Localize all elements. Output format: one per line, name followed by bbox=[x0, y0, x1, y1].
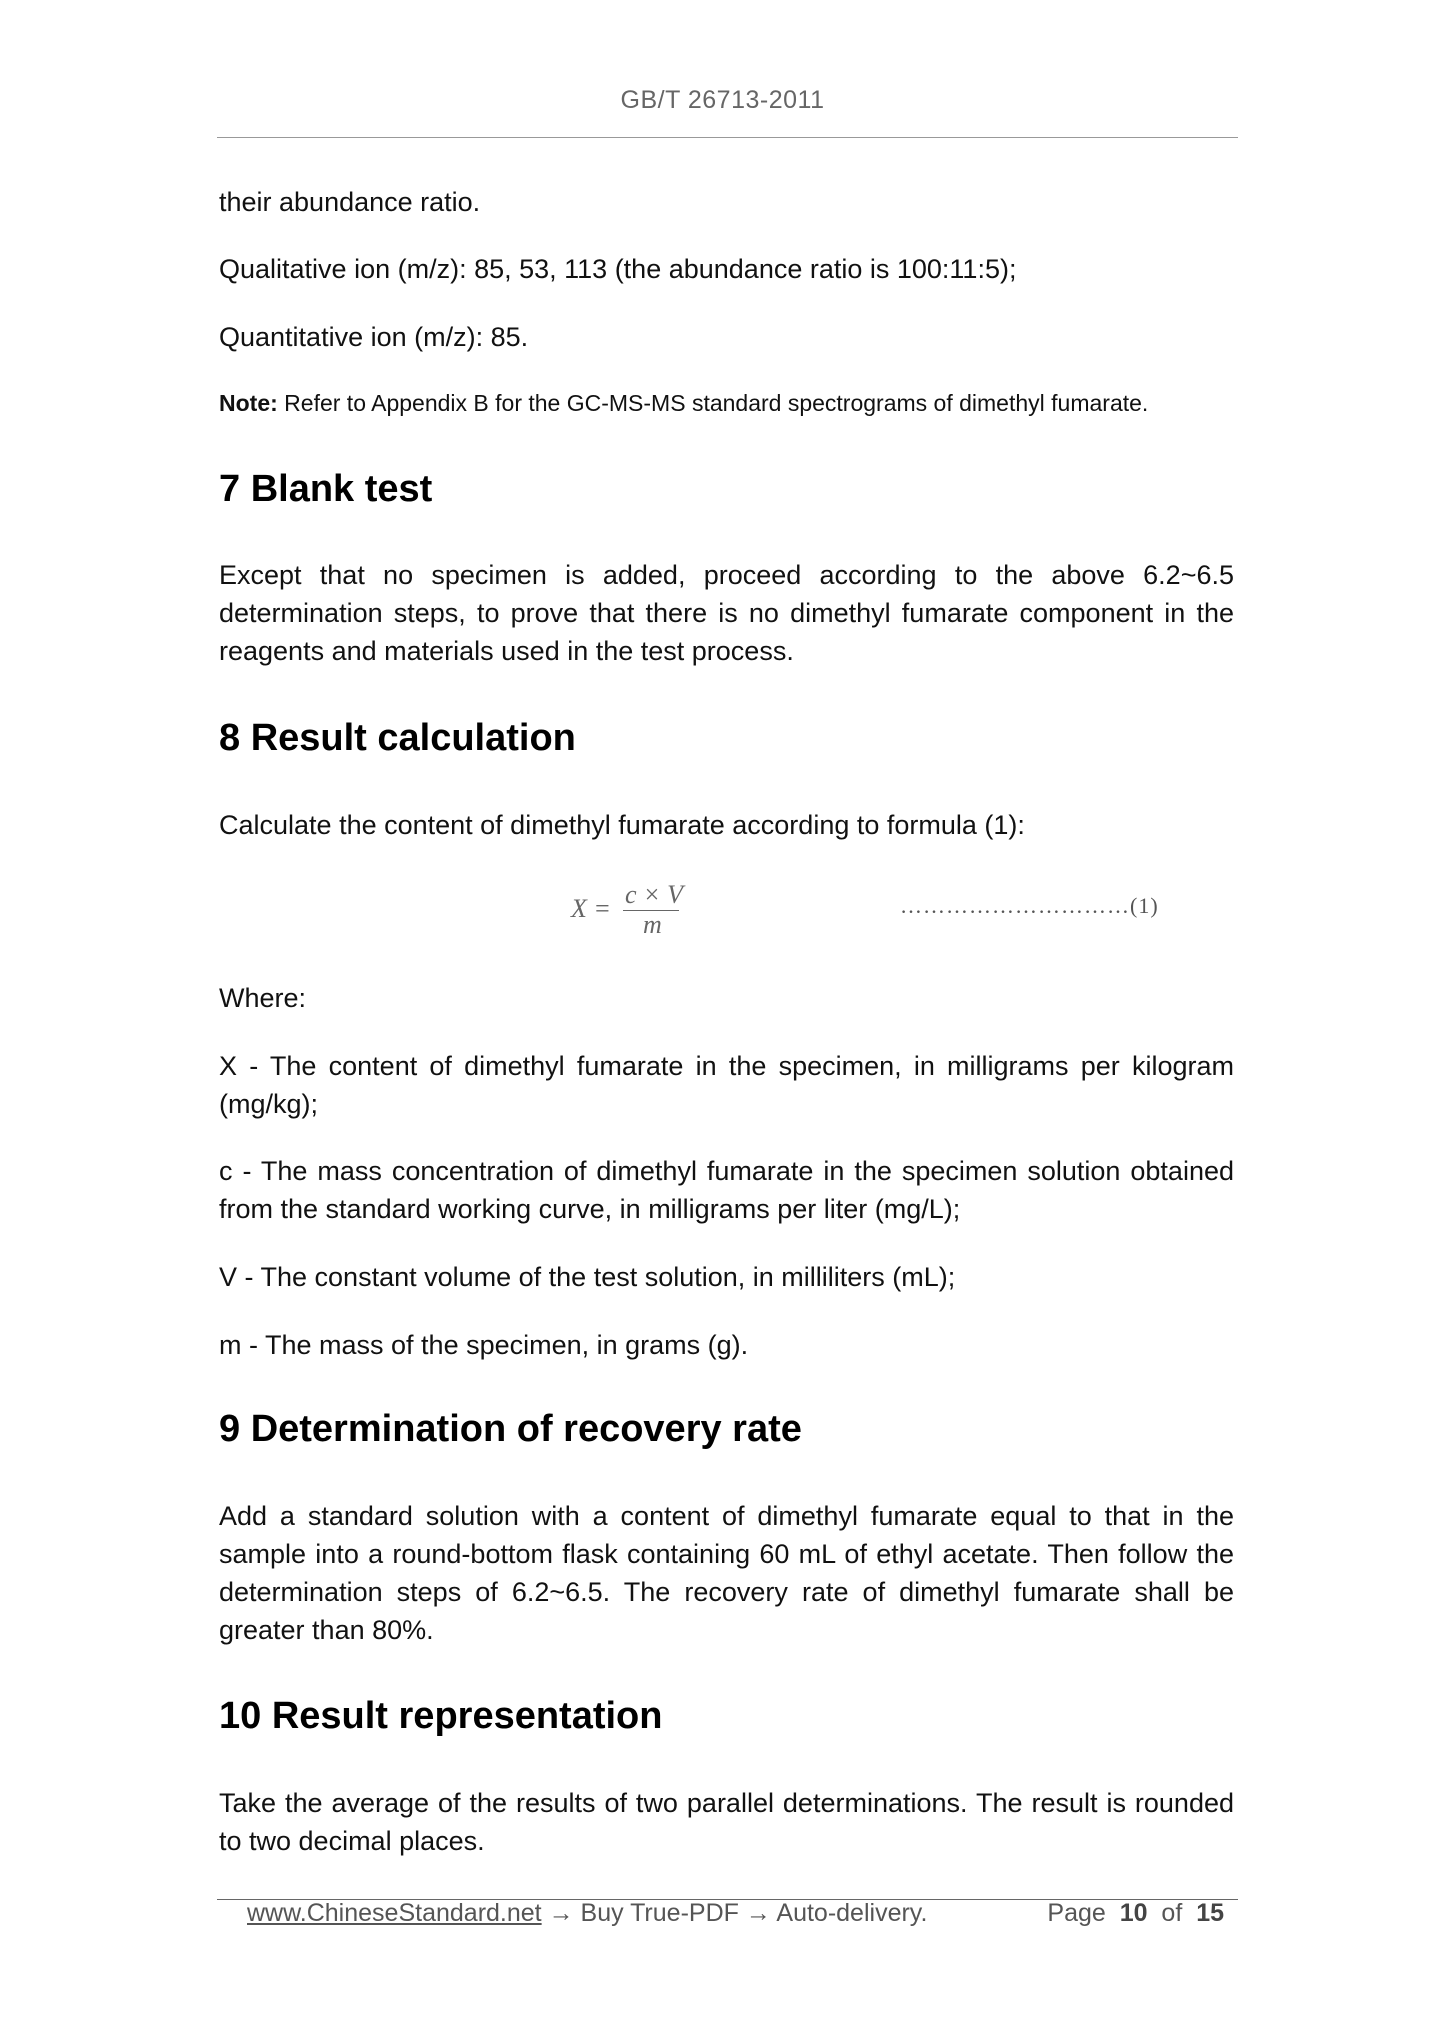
header-rule bbox=[217, 137, 1238, 138]
formula-number: …………………………(1) bbox=[900, 893, 1159, 918]
definition-m: m - The mass of the specimen, in grams (g). bbox=[219, 1330, 749, 1360]
intro-paragraph-2: Qualitative ion (m/z): 85, 53, 113 (the abundance ratio is 100:11:5); bbox=[219, 254, 1017, 284]
section-9-heading: 9 Determination of recovery rate bbox=[219, 1408, 802, 1450]
section-9-body: Add a standard solution with a content of dimethyl fumarate equal to that in the sample into a round-bottom flask containing 60 mL of ethyl acetate. Then follow the determination steps of 6.2~6.5. The recovery rate of dimethyl fumarate shall be greater than 80%. bbox=[219, 1501, 1234, 1645]
definition-x: X - The content of dimethyl fumarate in the specimen, in milligrams per kilogram (mg/kg); bbox=[219, 1051, 1234, 1119]
section-10-heading: 10 Result representation bbox=[219, 1695, 663, 1737]
section-8-heading: 8 Result calculation bbox=[219, 717, 576, 759]
footer-left bbox=[247, 1899, 927, 1928]
footer bbox=[217, 1899, 1238, 1939]
section-10-body: Take the average of the results of two parallel determinations. The result is rounded to two decimal places. bbox=[219, 1788, 1234, 1856]
of-word: of bbox=[1161, 1899, 1183, 1927]
formula-1 bbox=[565, 880, 705, 940]
section-8-lead: Calculate the content of dimethyl fumarate according to formula (1): bbox=[219, 810, 1025, 840]
page-word: Page bbox=[1047, 1899, 1106, 1927]
definition-c: c - The mass concentration of dimethyl fumarate in the specimen solution obtained from the standard working curve, in milligrams per liter (mg/L); bbox=[219, 1156, 1234, 1224]
note-text: Refer to Appendix B for the GC-MS-MS standard spectrograms of dimethyl fumarate. bbox=[277, 390, 1149, 416]
header-title: GB/T 26713-2011 bbox=[620, 86, 825, 114]
website-link[interactable]: www.ChineseStandard.net bbox=[247, 1899, 542, 1927]
note-label: Note: bbox=[219, 390, 278, 416]
section-7-heading: 7 Blank test bbox=[219, 468, 433, 510]
page-number: 10 bbox=[1119, 1899, 1148, 1927]
intro-paragraph-3: Quantitative ion (m/z): 85. bbox=[219, 322, 529, 352]
formula-denominator: m bbox=[643, 910, 662, 939]
definition-v: V - The constant volume of the test solution, in milliliters (mL); bbox=[219, 1262, 956, 1292]
footer-tagline: → Buy True-PDF → Auto-delivery. bbox=[541, 1899, 928, 1927]
where-label: Where: bbox=[219, 983, 307, 1013]
intro-paragraph-1: their abundance ratio. bbox=[219, 187, 481, 217]
formula-numerator: c × V bbox=[625, 880, 683, 909]
page-counter bbox=[1047, 1899, 1224, 1928]
section-7-body: Except that no specimen is added, proceed according to the above 6.2~6.5 determination steps, to prove that there is no dimethyl fumarate component in the reagents and materials used in the test process. bbox=[219, 560, 1234, 666]
page-total: 15 bbox=[1196, 1899, 1224, 1927]
formula-lhs: X = bbox=[571, 894, 611, 923]
note bbox=[219, 388, 1259, 418]
